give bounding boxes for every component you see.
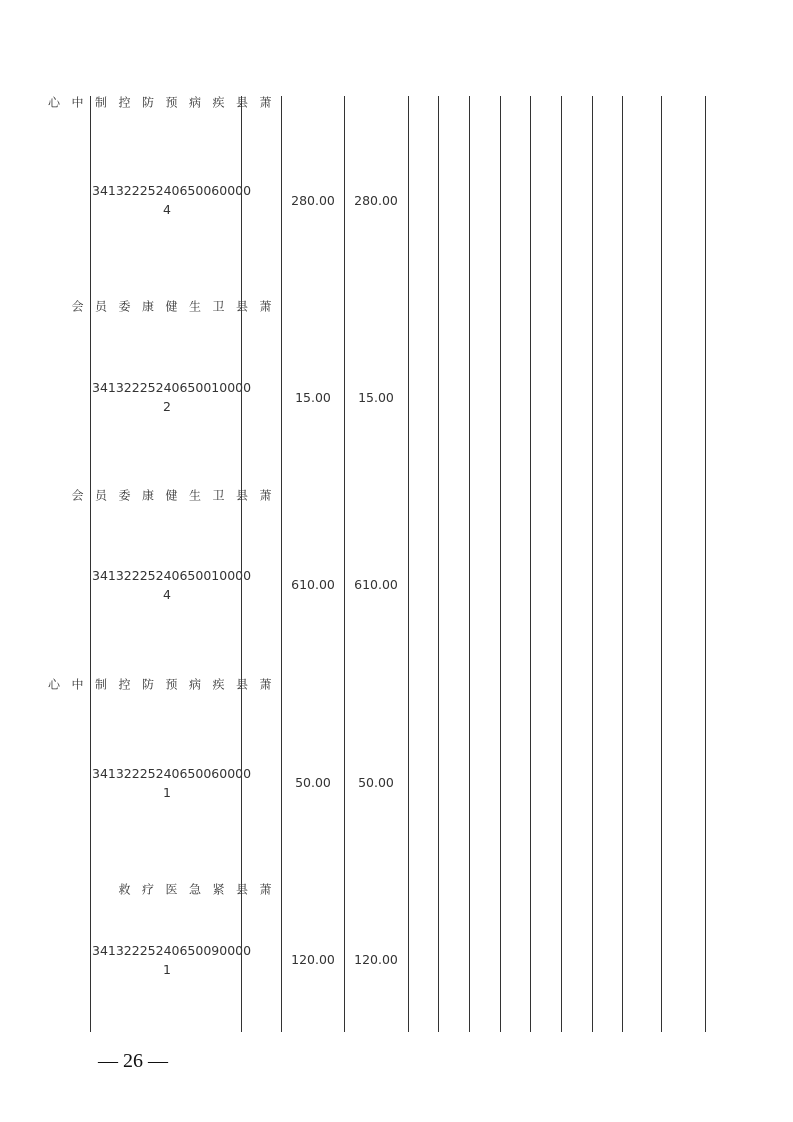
project-code: 34132225240650060000 1	[92, 766, 252, 800]
amount-total: 280.00	[291, 193, 335, 208]
amount-subtotal: 15.00	[358, 390, 394, 405]
table-border-left	[90, 96, 91, 1032]
project-code: 34132225240650010000 2	[92, 380, 252, 414]
table-divider	[622, 96, 623, 1032]
amount-subtotal: 120.00	[354, 952, 398, 967]
table-divider	[530, 96, 531, 1032]
amount-subtotal: 280.00	[354, 193, 398, 208]
table-divider	[281, 96, 282, 1032]
amount-total: 120.00	[291, 952, 335, 967]
organization-name: 萧县卫生健康委员会	[70, 489, 272, 511]
organization-name: 萧县疾病预防控制中心	[46, 96, 272, 118]
amount-total: 50.00	[295, 775, 331, 790]
table-border-right	[705, 96, 706, 1032]
project-code: 34132225240650060000 4	[92, 183, 252, 217]
amount-subtotal: 50.00	[358, 775, 394, 790]
project-code: 34132225240650090000 1	[92, 943, 252, 977]
table-divider	[469, 96, 470, 1032]
organization-name: 萧县卫生健康委员会	[70, 300, 272, 322]
table-divider	[408, 96, 409, 1032]
table-divider	[561, 96, 562, 1032]
amount-subtotal: 610.00	[354, 577, 398, 592]
table-divider	[344, 96, 345, 1032]
table-divider	[592, 96, 593, 1032]
project-code: 34132225240650010000 4	[92, 568, 252, 602]
table-divider	[661, 96, 662, 1032]
table-divider	[500, 96, 501, 1032]
amount-total: 15.00	[295, 390, 331, 405]
table-divider	[438, 96, 439, 1032]
organization-name: 萧县疾病预防控制中心	[46, 678, 272, 700]
page-number: — 26 —	[98, 1050, 168, 1072]
organization-name: 萧县紧急医疗救	[117, 883, 272, 905]
amount-total: 610.00	[291, 577, 335, 592]
